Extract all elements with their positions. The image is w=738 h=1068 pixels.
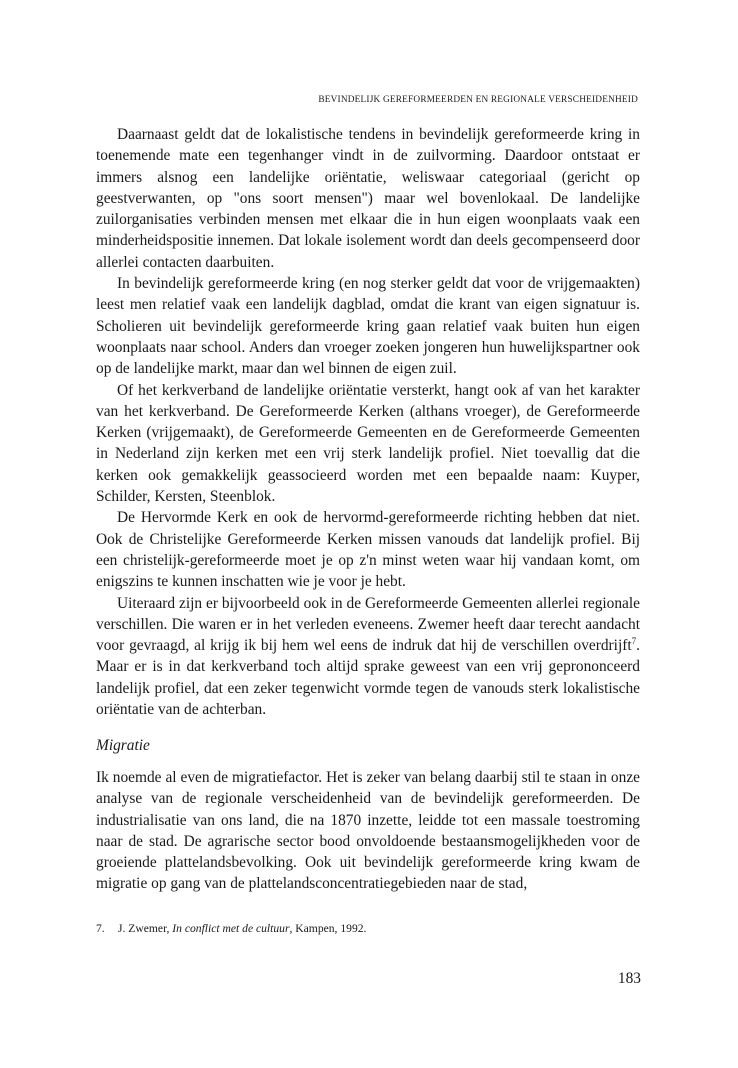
footnote-title: In conflict met de cultuur	[172, 922, 290, 935]
page-number: 183	[617, 970, 641, 987]
section-heading: Migratie	[96, 737, 150, 754]
paragraph-5	[96, 593, 640, 721]
paragraph-5-text-a: Uiteraard zijn er bijvoorbeeld ook in de Gereformeerde Gemeenten allerlei regionale verschillen. Die waren er in het verleden eveneens. Zwemer heeft daar terecht aandacht voor gevraagd, al krijg ik bij hem wel eens de indruk dat hij de verschillen overdrijft	[96, 594, 640, 655]
section-2-body	[96, 767, 640, 895]
footnote-author: J. Zwemer,	[118, 922, 173, 935]
section-1-body	[96, 124, 640, 720]
paragraph-6: Ik noemde al even de migratiefactor. Het is zeker van belang daarbij stil te staan in onze analyse van de regionale verscheidenheid van de bevindelijk gereformeerden. De industrialisatie van ons land, die na 1870 inzette, leidde tot een massale toestroming naar de stad. De agrarische sector bood onvoldoende bestaansmogelijkheden voor de groeiende plattelandsbevolking. Ook uit bevindelijk gereformeerde kring kwam de migratie op gang van de plattelandsconcentratiegebieden naar de stad,	[96, 769, 640, 893]
paragraph-1: Daarnaast geldt dat de lokalistische tendens in bevindelijk gereformeerde kring in toenemende mate een tegenhanger vindt in de zuilvorming. Daardoor ontstaat er immers alsnog een landelijke oriëntatie, weliswaar categoriaal (gericht op geestverwanten, op "ons soort mensen") maar wel bovenlokaal. De landelijke zuilorganisaties verbinden mensen met elkaar die in hun eigen woonplaats vaak een minderheidspositie innemen. Dat lokale isolement wordt dan deels gecompenseerd door allerlei contacten daarbuiten.	[96, 126, 640, 271]
paragraph-5-text-b: . Maar er is in dat kerkverband toch altijd sprake geweest van een vrij geprononceerd landelijk profiel, dat een zeker tegenwicht vormde tegen de vanouds sterk lokalistische oriëntatie van de achterban.	[96, 637, 640, 719]
footnote-reference[interactable]: 7	[631, 636, 637, 646]
paragraph-4: De Hervormde Kerk en ook de hervormd-gereformeerde richting hebben dat niet. Ook de Christelijke Gereformeerde Kerken missen vanouds dat landelijk profiel. Bij een christelijk-gereformeerde moet je op z'n minst weten waar hij vandaan komt, om enigszins te kunnen inschatten wie je voor je hebt.	[96, 509, 640, 591]
running-head: BEVINDELIJK GEREFORMEERDEN EN REGIONALE VERSCHEIDENHEID	[318, 95, 638, 105]
footnote-number: 7.	[96, 922, 105, 935]
footnote	[96, 922, 640, 935]
paragraph-2: In bevindelijk gereformeerde kring (en nog sterker geldt dat voor de vrijgemaakten) leest men relatief vaak een landelijk dagblad, omdat die krant van eigen signatuur is. Scholieren uit bevindelijk gereformeerde kring gaan relatief vaak buiten hun eigen woonplaats naar school. Anders dan vroeger zoeken jongeren hun huwelijkspartner ook op de landelijke markt, maar dan wel binnen de eigen zuil.	[96, 275, 640, 378]
footnote-rest: , Kampen, 1992.	[289, 922, 367, 935]
paragraph-3: Of het kerkverband de landelijke oriëntatie versterkt, hangt ook af van het karakter van het kerkverband. De Gereformeerde Kerken (althans vroeger), de Gereformeerde Kerken (vrijgemaakt), de Gereformeerde Gemeenten en de Gereformeerde Gemeenten in Nederland zijn kerken met een vrij sterk landelijk profiel. Niet toevallig dat die kerken ook gemakkelijk geassocieerd worden met een bepaalde naam: Kuyper, Schilder, Kersten, Steenblok.	[96, 381, 640, 506]
